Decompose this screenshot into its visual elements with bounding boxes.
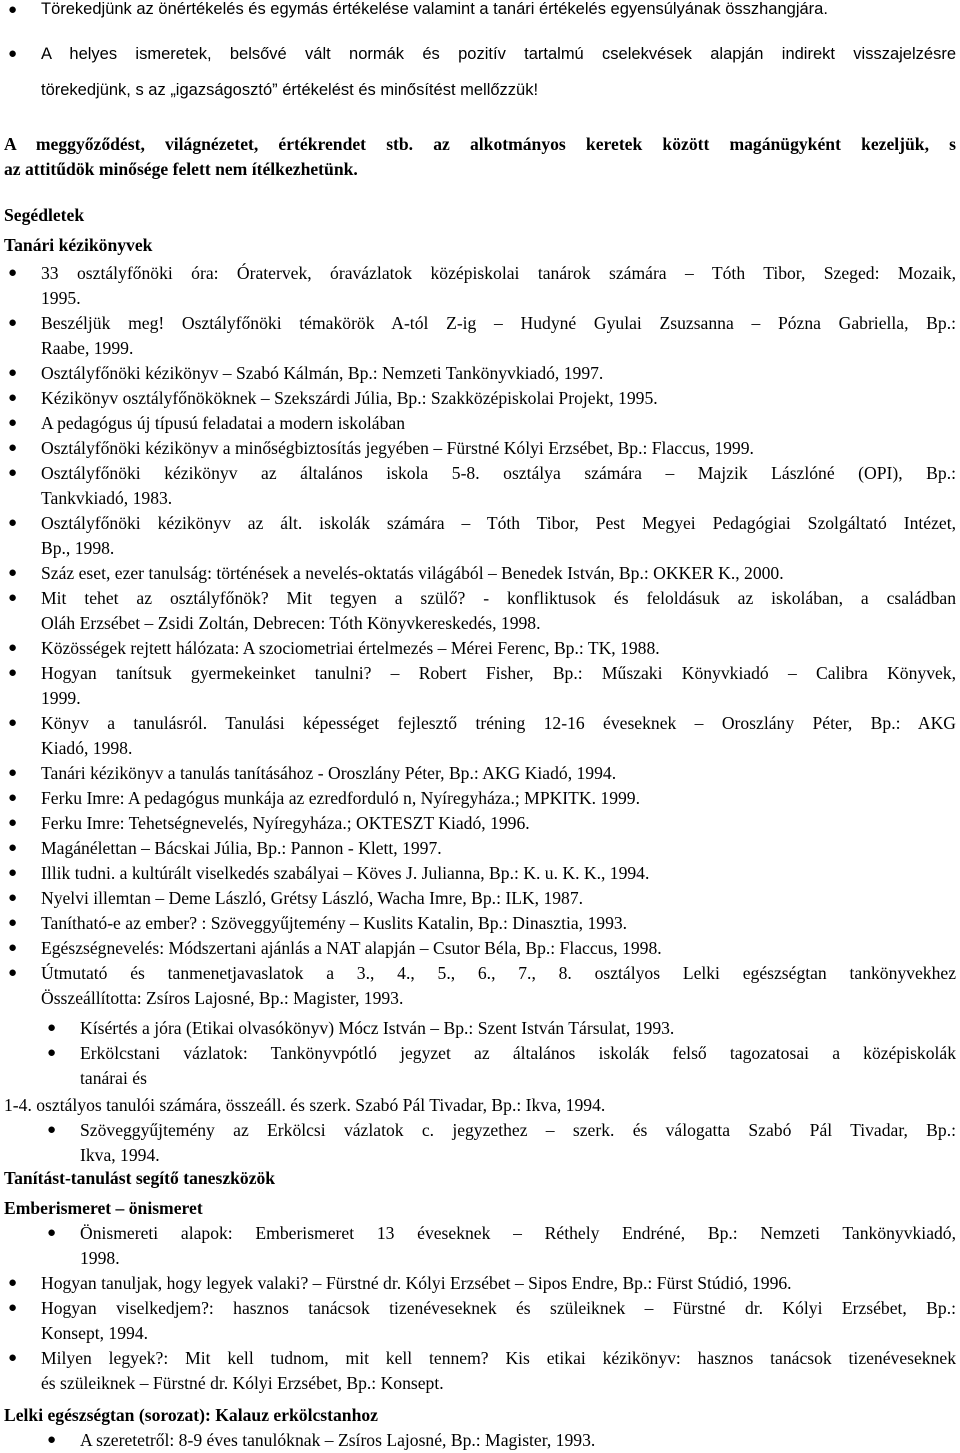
list-item-text: Hogyan viselkedjem?: hasznos tanácsok tizenéveseknek és szüleiknek – Fürstné dr. Kólyi Erzsébet, Bp.: [41, 1298, 956, 1318]
list-item-text: Összeállította: Zsíros Lajosné, Bp.: Magister, 1993. [41, 988, 404, 1008]
bullet-icon: ● [8, 45, 18, 62]
list-item-text: Tankvkiadó, 1983. [41, 488, 173, 508]
list-item-text: Oláh Erzsébet – Zsidi Zoltán, Debrecen: Tóth Könyvkereskedés, 1998. [41, 613, 541, 633]
list-item [8, 586, 956, 636]
bullet-icon: ● [8, 1275, 18, 1291]
heading-emberismeret: Emberismeret – önismeret [4, 1198, 203, 1218]
list-item [8, 661, 956, 711]
list-item-text: Útmutató és tanmenetjavaslatok a 3., 4., 5., 6., 7., 8. osztályos Lelki egészségtan tankönyvekhez [41, 963, 956, 983]
bullet-icon: ● [8, 265, 18, 281]
sub-list-item [47, 1428, 956, 1453]
bullet-icon: ● [8, 665, 18, 681]
list-item-text: Illik tudni. a kultúrált viselkedés szabályai – Köves J. Julianna, Bp.: K. u. K. K., 1994. [41, 863, 650, 883]
list-item [8, 761, 956, 786]
heading-tanari-kezikonyvek: Tanári kézikönyvek [4, 235, 153, 255]
list-item-text: Ferku Imre: Tehetségnevelés, Nyíregyháza.; OKTESZT Kiadó, 1996. [41, 813, 530, 833]
list-item-text: Magánélettan – Bácskai Júlia, Bp.: Pannon - Klett, 1997. [41, 838, 442, 858]
heading-lelki: Lelki egészségtan (sorozat): Kalauz erkölcstanhoz [4, 1405, 378, 1425]
list-item-text: Könyv a tanulásról. Tanulási képességet fejlesztő tréning 12-16 éveseknek – Oroszlány Péter, Bp.: AKG [41, 713, 956, 733]
sub-list-item [47, 1118, 956, 1168]
list-item-text: Tanítható-e az ember? : Szöveggyűjtemény – Kuslits Katalin, Bp.: Dinasztia, 1993. [41, 913, 628, 933]
list-item-text: Kísértés a jóra (Etikai olvasókönyv) Mócz István – Bp.: Szent István Társulat, 1993. [80, 1018, 675, 1038]
list-item-text: Osztályfőnöki kézikönyv az ált. iskolák számára – Tóth Tibor, Pest Megyei Pedagógiai Szolgáltató Intézet, [41, 513, 956, 533]
list-item-text: 1995. [41, 288, 81, 308]
list-item-text: Raabe, 1999. [41, 338, 134, 358]
bullet-icon: ● [8, 865, 18, 881]
heading-taneszkozok: Tanítást-tanulást segítő taneszközök [4, 1168, 276, 1188]
list-item-text: Mit tehet az osztályfőnök? Mit tegyen a szülő? - konfliktusok és feloldásuk az iskolában, a családban [41, 588, 956, 608]
list-item [8, 511, 956, 561]
bullet-icon: ● [8, 415, 18, 431]
list-item [8, 1271, 956, 1296]
bullet-icon: ● [47, 1432, 57, 1448]
list-item-text: A helyes ismeretek, belsővé vált normák és pozitív tartalmú cselekvések alapján indirekt visszajelzésre [41, 45, 956, 63]
list-item-text: Közösségek rejtett hálózata: A szociometriai értelmezés – Mérei Ferenc, Bp.: TK, 1988. [41, 638, 660, 658]
list-item [8, 1296, 956, 1346]
bullet-icon: ● [8, 965, 18, 981]
list-item [8, 386, 956, 411]
bullet-icon: ● [8, 440, 18, 456]
statement-line: az attitűdök minősége felett nem ítélkezhetünk. [4, 159, 358, 179]
list-item [8, 711, 956, 761]
list-item [8, 261, 956, 311]
sub-list-item [47, 1016, 956, 1041]
list-item-text: Beszéljük meg! Osztályfőnöki témakörök A-tól Z-ig – Hudyné Gyulai Zsuzsanna – Pózna Gabriella, Bp.: [41, 313, 956, 333]
bullet-icon: ● [8, 465, 18, 481]
bullet-icon: ● [8, 565, 18, 581]
list-item-text: Nyelvi illemtan – Deme László, Grétsy László, Wacha Imre, Bp.: ILK, 1987. [41, 888, 584, 908]
list-item-text: és szüleiknek – Fürstné dr. Kólyi Erzsébet, Bp.: Konsept. [41, 1373, 444, 1393]
bullet-icon: ● [8, 1300, 18, 1316]
list-item-text: Hogyan tanítsuk gyermekeinket tanulni? – Robert Fisher, Bp.: Műszaki Könyvkiadó – Calibra Könyvek, [41, 663, 956, 683]
list-item [8, 0, 956, 22]
bullet-icon: ● [8, 590, 18, 606]
bullet-icon: ● [8, 765, 18, 781]
bullet-icon: ● [8, 1350, 18, 1366]
list-item-text: Tanári kézikönyv a tanulás tanításához - Oroszlány Péter, Bp.: AKG Kiadó, 1994. [41, 763, 617, 783]
bullet-icon: ● [8, 1, 18, 18]
list-item-text: Száz eset, ezer tanulság: történések a nevelés-oktatás világából – Benedek István, Bp.: OKKER K., 2000. [41, 563, 784, 583]
bullet-icon: ● [8, 890, 18, 906]
bullet-icon: ● [8, 940, 18, 956]
bullet-icon: ● [8, 315, 18, 331]
bullet-icon: ● [47, 1122, 57, 1138]
list-item [8, 911, 956, 936]
sub-list-item [47, 1221, 956, 1271]
list-item-text: A szeretetről: 8-9 éves tanulóknak – Zsíros Lajosné, Bp.: Magister, 1993. [80, 1430, 596, 1450]
list-item-text: törekedjünk, s az „igazságosztó” értékelést és minősítést mellőzzük! [41, 81, 539, 99]
list-item [8, 836, 956, 861]
list-item [8, 1346, 956, 1396]
list-item-text: Törekedjünk az önértékelés és egymás értékelése valamint a tanári értékelés egyensúlyának összhangjára. [41, 0, 828, 18]
bullet-icon: ● [8, 390, 18, 406]
bullet-icon: ● [8, 840, 18, 856]
list-item-text: Hogyan tanuljak, hogy legyek valaki? – Fürstné dr. Kólyi Erzsébet – Sipos Endre, Bp.: Fürst Stúdió, 1996. [41, 1273, 792, 1293]
list-item-text: Osztályfőnöki kézikönyv a minőségbiztosítás jegyében – Fürstné Kólyi Erzsébet, Bp.: Flaccus, 1999. [41, 438, 754, 458]
list-item [8, 811, 956, 836]
list-item-text: tanárai és [80, 1068, 147, 1088]
bullet-icon: ● [47, 1045, 57, 1061]
list-item-text: Erkölcstani vázlatok: Tankönyvpótló jegyzet az általános iskolák felső tagozatosai a középiskolák [80, 1043, 956, 1063]
sub-list-item [47, 1041, 956, 1091]
bullet-icon: ● [47, 1020, 57, 1036]
list-item-text: Milyen legyek?: Mit kell tudnom, mit kell tennem? Kis etikai kézikönyv: hasznos tanácsok tizenéveseknek [41, 1348, 956, 1368]
list-item-text: Egészségnevelés: Módszertani ajánlás a NAT alapján – Csutor Béla, Bp.: Flaccus, 1998. [41, 938, 662, 958]
heading-segedletek: Segédletek [4, 205, 85, 225]
list-item-text: Bp., 1998. [41, 538, 115, 558]
list-item [8, 936, 956, 961]
list-item-text: 33 osztályfőnöki óra: Óratervek, óravázlatok középiskolai tanárok számára – Tóth Tibor, Szeged: Mozaik, [41, 263, 956, 283]
list-item-text: Önismereti alapok: Emberismeret 13 éveseknek – Réthely Endréné, Bp.: Nemzeti Tankönyvkiadó, [80, 1223, 956, 1243]
statement-line: A meggyőződést, világnézetet, értékrendet stb. az alkotmányos keretek között magánügyként kezeljük, s [4, 134, 956, 154]
list-item [8, 961, 956, 1011]
bullet-icon: ● [8, 915, 18, 931]
bullet-icon: ● [8, 365, 18, 381]
bullet-icon: ● [8, 815, 18, 831]
statement [4, 132, 956, 182]
list-item [8, 636, 956, 661]
bullet-icon: ● [47, 1225, 57, 1241]
list-item-text: 1999. [41, 688, 81, 708]
list-item [8, 886, 956, 911]
plain-text-line: 1-4. osztályos tanulói számára, összeáll. és szerk. Szabó Pál Tivadar, Bp.: Ikva, 1994. [4, 1095, 606, 1115]
list-item [8, 461, 956, 511]
bullet-icon: ● [8, 715, 18, 731]
bullet-icon: ● [8, 790, 18, 806]
list-item-text: Ferku Imre: A pedagógus munkája az ezredforduló n, Nyíregyháza.; MPKITK. 1999. [41, 788, 641, 808]
list-item-text: Szöveggyűjtemény az Erkölcsi vázlatok c. jegyzethez – szerk. és válogatta Szabó Pál Tivadar, Bp.: [80, 1120, 956, 1140]
bullet-icon: ● [8, 515, 18, 531]
list-item [8, 361, 956, 386]
list-item-text: Osztályfőnöki kézikönyv – Szabó Kálmán, Bp.: Nemzeti Tankönyvkiadó, 1997. [41, 363, 604, 383]
list-item-text: Kézikönyv osztályfőnököknek – Szekszárdi Júlia, Bp.: Szakközépiskolai Projekt, 1995. [41, 388, 658, 408]
list-item-text: Konsept, 1994. [41, 1323, 149, 1343]
list-item-text: Ikva, 1994. [80, 1145, 160, 1165]
list-item [8, 786, 956, 811]
list-item [8, 561, 956, 586]
list-item-text: Osztályfőnöki kézikönyv az általános iskola 5-8. osztálya számára – Majzik Lászlóné (OPI), Bp.: [41, 463, 956, 483]
list-item [8, 411, 956, 436]
list-item [8, 36, 956, 108]
list-item [8, 436, 956, 461]
list-item-text: Kiadó, 1998. [41, 738, 133, 758]
list-item-text: 1998. [80, 1248, 120, 1268]
list-item-text: A pedagógus új típusú feladatai a modern iskolában [41, 413, 406, 433]
list-item [8, 311, 956, 361]
bullet-icon: ● [8, 640, 18, 656]
list-item [8, 861, 956, 886]
